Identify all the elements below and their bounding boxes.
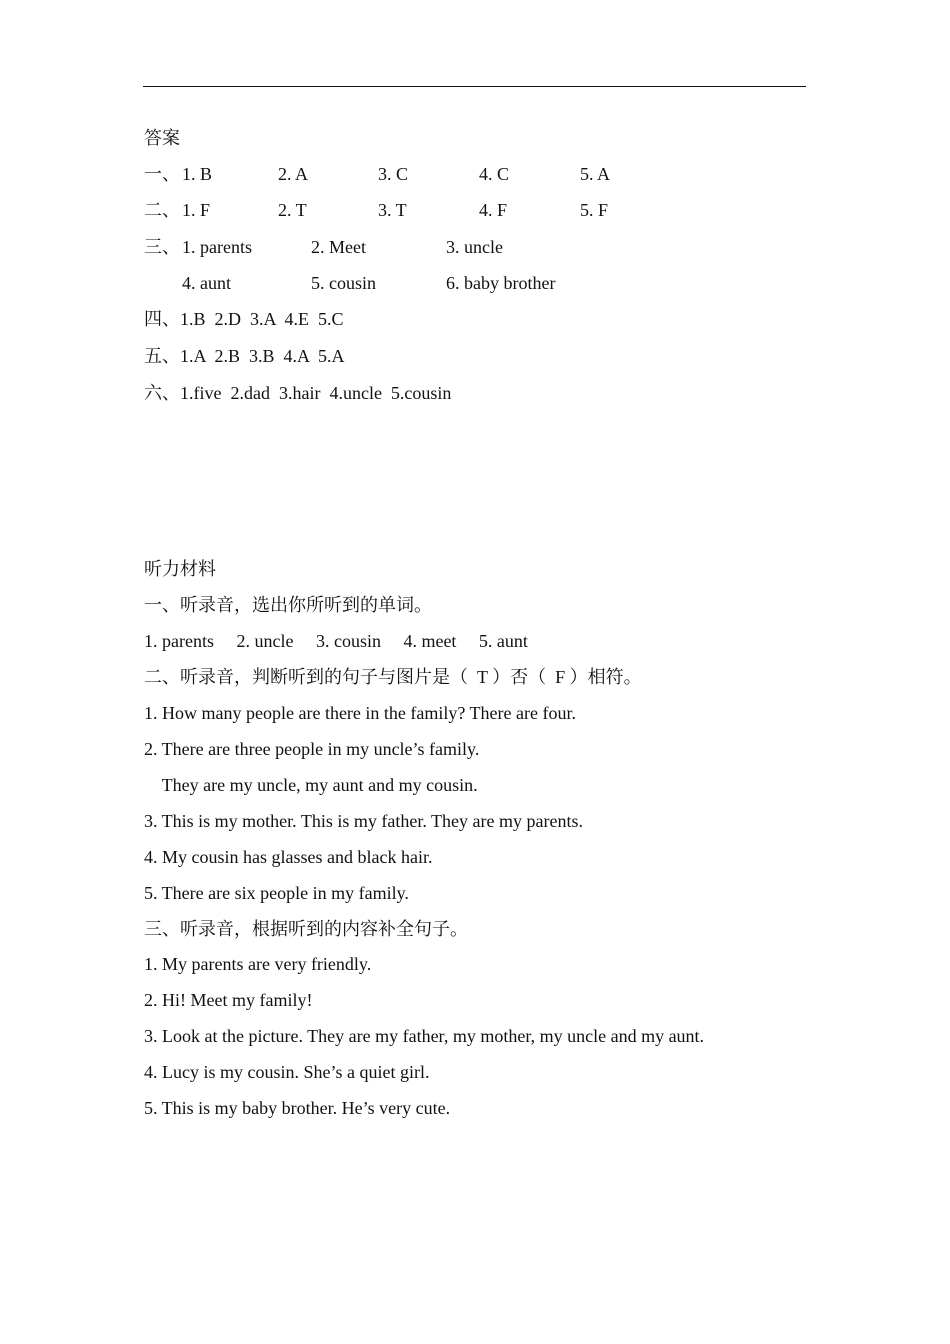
section-2-heading: 二、听录音，判断听到的句子与图片是（ T ）否（ F ）相符。	[144, 667, 642, 687]
row2-item: 1. F	[182, 200, 211, 220]
section-3-line: 5. This is my baby brother. He’s very cute.	[144, 1098, 451, 1118]
header-rule	[143, 86, 806, 87]
row3-item: 2. Meet	[311, 237, 366, 257]
row1-item: 5. A	[580, 164, 611, 184]
section-2-line: 4. My cousin has glasses and black hair.	[144, 847, 433, 867]
row2-item: 2. T	[278, 200, 307, 220]
row1-prefix: 一、	[144, 164, 180, 184]
row2-item: 3. T	[378, 200, 407, 220]
row2-prefix: 二、	[144, 200, 180, 220]
section-2-line: 2. There are three people in my uncle’s family.	[144, 739, 480, 759]
section-3-heading: 三、听录音，根据听到的内容补全句子。	[144, 919, 468, 939]
answers-title: 答案	[144, 128, 180, 148]
row1-item: 3. C	[378, 164, 409, 184]
row3-prefix: 三、	[144, 237, 180, 257]
section-3-line: 2. Hi! Meet my family!	[144, 990, 313, 1010]
section-2-line: They are my uncle, my aunt and my cousin.	[144, 775, 478, 795]
row1-item: 1. B	[182, 164, 213, 184]
row1-item: 2. A	[278, 164, 309, 184]
listening-title: 听力材料	[144, 559, 216, 579]
row3-item: 6. baby brother	[446, 273, 556, 293]
answers-row-6: 六、1.five 2.dad 3.hair 4.uncle 5.cousin	[144, 383, 452, 403]
section-3-line: 4. Lucy is my cousin. She’s a quiet girl.	[144, 1062, 430, 1082]
section-1-heading: 一、听录音，选出你所听到的单词。	[144, 595, 432, 615]
section-3-line: 3. Look at the picture. They are my father, my mother, my uncle and my aunt.	[144, 1026, 705, 1046]
section-2-line: 1. How many people are there in the family? There are four.	[144, 703, 576, 723]
section-2-line: 5. There are six people in my family.	[144, 883, 409, 903]
row3-item: 5. cousin	[311, 273, 376, 293]
row3-item: 4. aunt	[182, 273, 231, 293]
answers-row-4: 四、1.B 2.D 3.A 4.E 5.C	[144, 309, 344, 329]
section-2-line: 3. This is my mother. This is my father. They are my parents.	[144, 811, 583, 831]
section-3-line: 1. My parents are very friendly.	[144, 954, 372, 974]
answers-row-5: 五、1.A 2.B 3.B 4.A 5.A	[144, 346, 345, 366]
row3-item: 3. uncle	[446, 237, 503, 257]
row2-item: 5. F	[580, 200, 609, 220]
row1-item: 4. C	[479, 164, 510, 184]
section-1-items: 1. parents 2. uncle 3. cousin 4. meet 5. aunt	[144, 631, 528, 651]
row3-item: 1. parents	[182, 237, 252, 257]
row2-item: 4. F	[479, 200, 508, 220]
